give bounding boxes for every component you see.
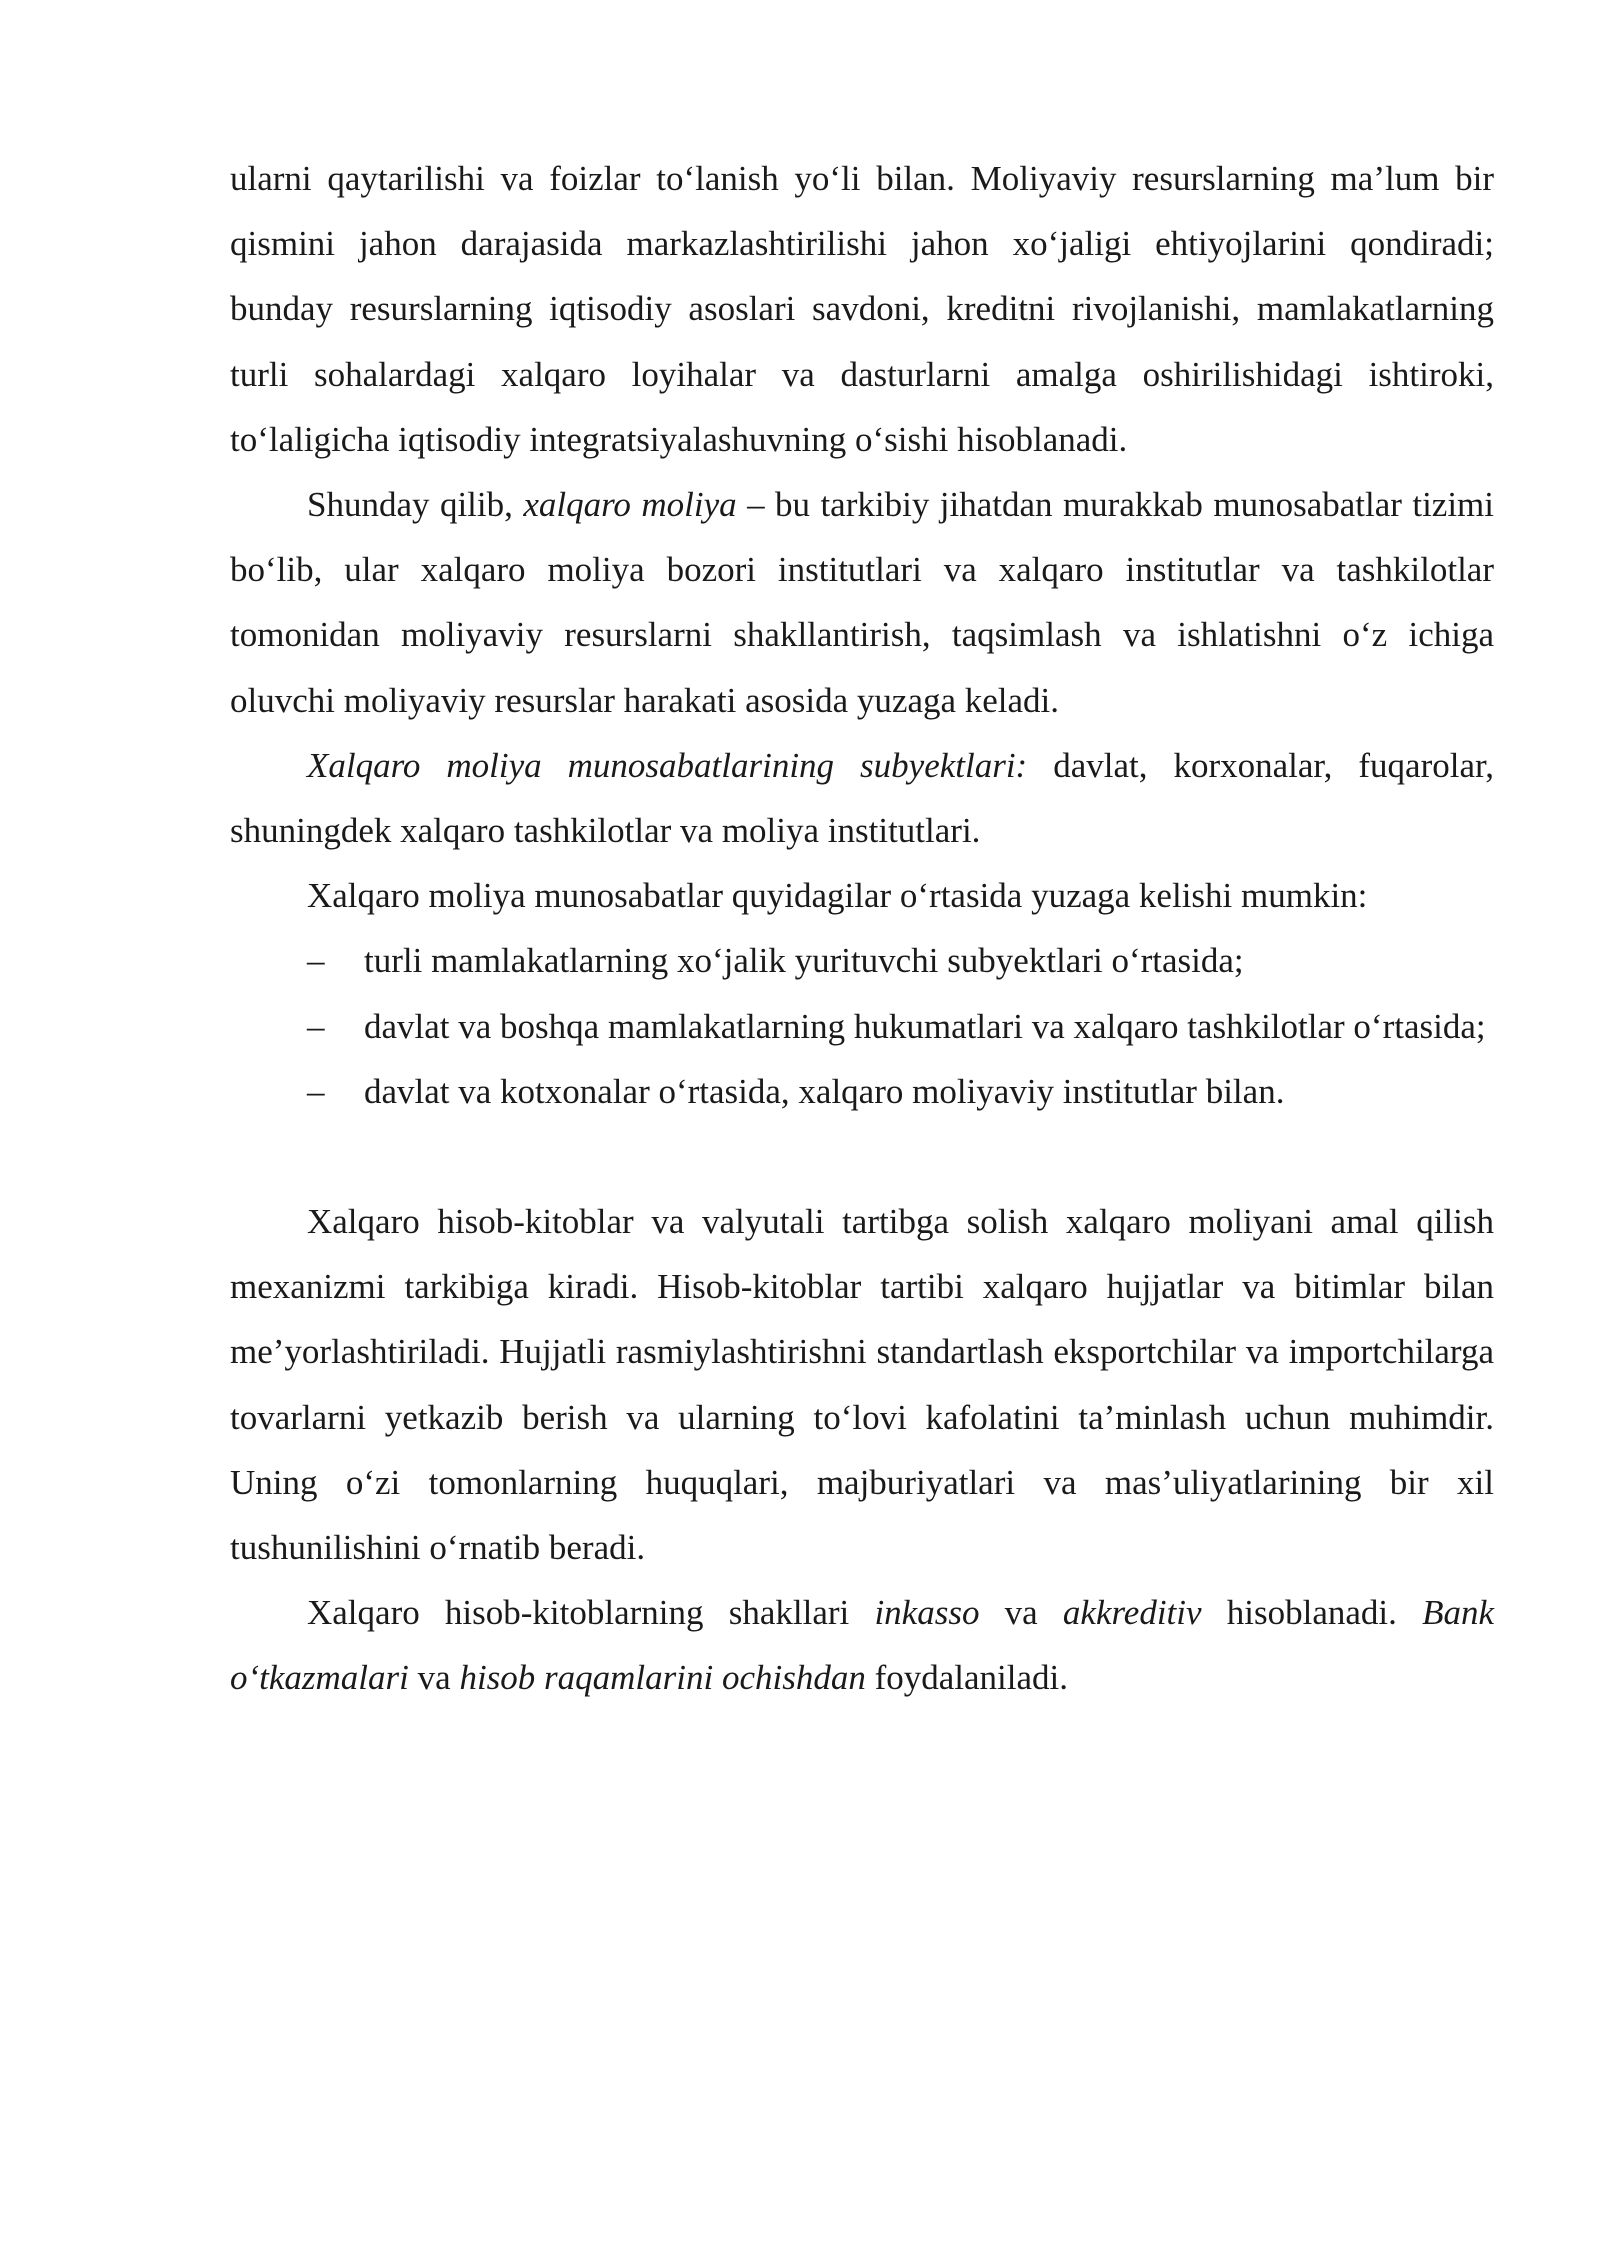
text-segment: Xalqaro hisob-kitoblarning shakllari: [307, 1593, 875, 1633]
paragraph-list-intro: Xalqaro moliya munosabatlar quyidagilar o‘rtasida yuzaga kelishi mumkin:: [307, 876, 1368, 916]
list-item: [230, 994, 1494, 1059]
text-segment: va: [979, 1593, 1063, 1633]
paragraph-forms: [230, 1580, 1494, 1710]
text-segment: davlat, korxonalar, fuqarolar, shuningdek xalqaro tashkilotlar va moliya institutlari.: [230, 745, 1494, 851]
paragraph-gap: [230, 1124, 1494, 1189]
paragraph-definition: [230, 472, 1494, 733]
list-dash: –: [307, 941, 325, 981]
list-dash: –: [307, 1006, 325, 1046]
list-item: [230, 928, 1494, 993]
document-page: [230, 146, 1494, 1711]
text-segment: hisoblanadi.: [1201, 1593, 1423, 1633]
italic-term: xalqaro moliya: [523, 485, 737, 525]
list-item-text: turli mamlakatlarning xo‘jalik yurituvchi subyektlari o‘rtasida;: [364, 941, 1244, 981]
italic-term: Xalqaro moliya munosabatlarining subyektlari:: [307, 745, 1028, 785]
italic-term: akkreditiv: [1062, 1593, 1202, 1633]
paragraph-continuation: ularni qaytarilishi va foizlar to‘lanish yo‘li bilan. Moliyaviy resurslarning ma’lum bir qismini jahon darajasida markazlashtirilishi jahon xo‘jaligi ehtiyojlarini qondiradi; bunday resurslarning iqtisodiy asoslari savdoni, kreditni rivojlanishi, mamlakatlarning turli sohalardagi xalqaro loyihalar va dasturlarni amalga oshirilishidagi ishtiroki, to‘laligicha iqtisodiy integratsiyalashuvning o‘sishi hisoblanadi.: [230, 159, 1494, 459]
list-item: [230, 1059, 1494, 1124]
italic-term: hisob raqamlarini ochishdan: [459, 1658, 866, 1698]
paragraph-subjects: [230, 733, 1494, 863]
text-segment: foydalaniladi.: [865, 1658, 1069, 1698]
list-item-text: davlat va kotxonalar o‘rtasida, xalqaro moliyaviy institutlar bilan.: [364, 1071, 1285, 1111]
list-dash: –: [307, 1071, 325, 1111]
italic-term: inkasso: [874, 1593, 980, 1633]
italic-term: Bank o‘tkazmalari: [230, 1593, 1494, 1698]
text-segment: va: [408, 1658, 460, 1698]
text-segment: – bu tarkibiy jihatdan murakkab munosabatlar tizimi bo‘lib, ular xalqaro moliya bozori institutlari va xalqaro institutlar va tashkilotlar tomonidan moliyaviy resurslarni shakllantirish, taqsimlash va ishlatishni o‘z ichiga oluvchi moliyaviy resurslar harakati asosida yuzaga keladi.: [230, 485, 1495, 720]
paragraph-settlements: Xalqaro hisob-kitoblar va valyutali tartibga solish xalqaro moliyani amal qilish mexanizmi tarkibiga kiradi. Hisob-kitoblar tartibi xalqaro hujjatlar va bitimlar bilan me’yorlashtiriladi. Hujjatli rasmiylashtirishni standartlash eksportchilar va importchilarga tovarlarni yetkazib berish va ularning to‘lovi kafolatini ta’minlash uchun muhimdir. Uning o‘zi tomonlarning huquqlari, majburiyatlari va mas’uliyatlarining bir xil tushunilishini o‘rnatib beradi.: [230, 1202, 1494, 1568]
text-segment: Shunday qilib,: [307, 485, 524, 525]
list-item-text: davlat va boshqa mamlakatlarning hukumatlari va xalqaro tashkilotlar o‘rtasida;: [364, 1006, 1486, 1046]
